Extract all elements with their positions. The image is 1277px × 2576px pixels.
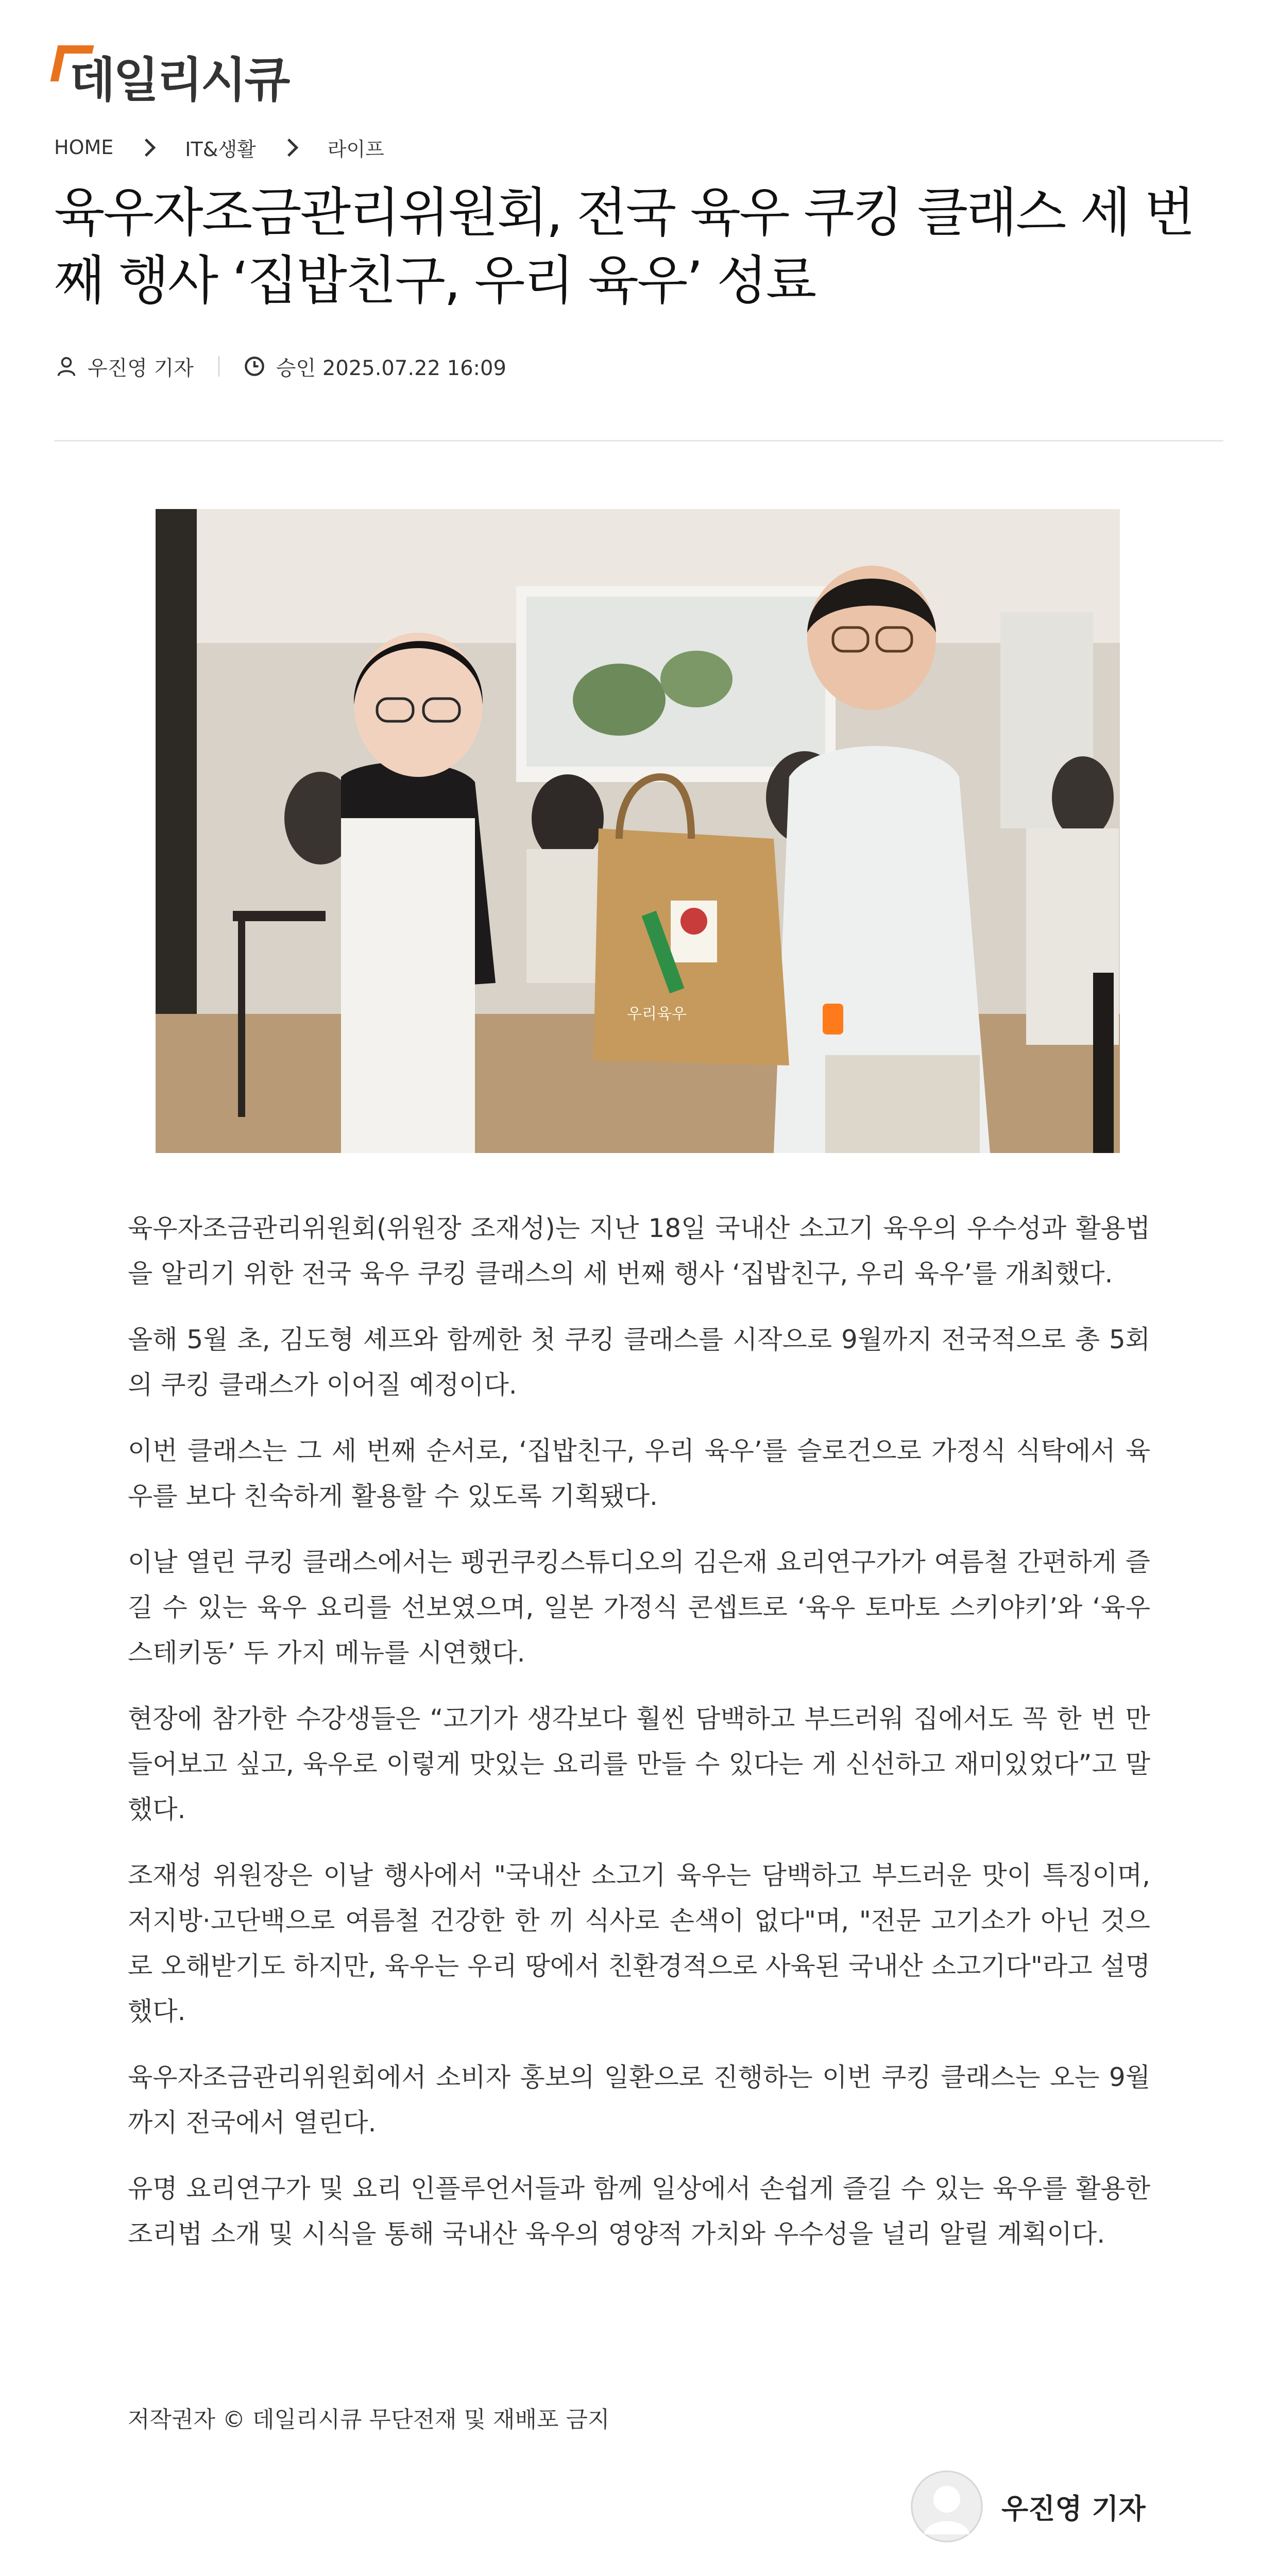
breadcrumb-home[interactable]: HOME — [54, 136, 114, 159]
chevron-right-icon — [138, 138, 156, 156]
article-title: 육우자조금관리위원회, 전국 육우 쿠킹 클래스 세 번째 행사 ‘집밥친구, 우리 육우’ 성료 — [54, 182, 1194, 312]
avatar-placeholder-icon — [911, 2470, 983, 2543]
article-paragraph: 유명 요리연구가 및 요리 인플루언서들과 함께 일상에서 손쉽게 즐길 수 있는 육우를 활용한 조리법 소개 및 시식을 통해 국내산 육우의 영양적 가치와 우수성을 널리 알릴 계획이다. — [128, 2174, 1150, 2249]
article-paragraph: 올해 5월 초, 김도형 셰프와 함께한 첫 쿠킹 클래스를 시작으로 9월까지 전국적으로 총 5회의 쿠킹 클래스가 이어질 예정이다. — [128, 1325, 1150, 1400]
reporter-name[interactable]: 우진영 기자 — [88, 356, 194, 380]
header-divider — [54, 440, 1223, 442]
breadcrumb-section[interactable]: IT&생활 — [185, 138, 256, 161]
chevron-right-icon — [280, 138, 298, 156]
bag-label: 우리육우 — [627, 1005, 687, 1023]
breadcrumb-subsection[interactable]: 라이프 — [327, 138, 384, 161]
user-icon — [57, 356, 76, 377]
article-paragraph: 현장에 참가한 수강생들은 “고기가 생각보다 훨씬 담백하고 부드러워 집에서도 꼭 한 번 만들어보고 싶고, 육우로 이렇게 맛있는 요리를 만들 수 있다는 게 신선하고 재미있었다”고 말했다. — [128, 1704, 1150, 1824]
article-paragraph: 이번 클래스는 그 세 번째 순서로, ‘집밥친구, 우리 육우’를 슬로건으로 가정식 식탁에서 육우를 보다 친숙하게 활용할 수 있도록 기획됐다. — [128, 1436, 1150, 1511]
site-logo[interactable] — [54, 45, 288, 112]
article-paragraph: 이날 열린 쿠킹 클래스에서는 펭귄쿠킹스튜디오의 김은재 요리연구가가 여름철 간편하게 즐길 수 있는 육우 요리를 선보였으며, 일본 가정식 콘셉트로 ‘육우 토마토 스키야키’와 ‘육우 스테키동’ 두 가지 메뉴를 시연했다. — [128, 1547, 1150, 1668]
copyright-notice: 저작권자 © 데일리시큐 무단전재 및 재배포 금지 — [128, 2406, 610, 2433]
breadcrumb — [54, 132, 384, 163]
byline-divider — [218, 356, 219, 377]
article-photo[interactable] — [156, 509, 1120, 1153]
article-paragraph: 조재성 위원장은 이날 행사에서 "국내산 소고기 육우는 담백하고 부드러운 맛이 특징이며, 저지방·고단백으로 여름철 건강한 한 끼 식사로 손색이 없다"며, "전문 고기소가 아닌 것으로 오해받기도 하지만, 육우는 우리 땅에서 친환경적으로 사육된 국내산 소고기다"라고 설명했다. — [128, 1860, 1150, 2026]
author-name[interactable]: 우진영 기자 — [1001, 2492, 1146, 2525]
article-paragraph: 육우자조금관리위원회(위원장 조재성)는 지난 18일 국내산 소고기 육우의 우수성과 활용법을 알리기 위한 전국 육우 쿠킹 클래스의 세 번째 행사 ‘집밥친구, 우리 육우’를 개최했다. — [128, 1213, 1150, 1289]
byline — [57, 348, 506, 384]
logo-text: 데일리시큐 — [70, 53, 288, 108]
article-body — [128, 1206, 1150, 2277]
clock-icon — [244, 356, 265, 377]
avatar[interactable] — [911, 2470, 983, 2543]
article-paragraph: 육우자조금관리위원회에서 소비자 홍보의 일환으로 진행하는 이번 쿠킹 클래스는 오는 9월까지 전국에서 열린다. — [128, 2062, 1150, 2138]
approved-datetime: 승인 2025.07.22 16:09 — [276, 356, 506, 380]
author-box[interactable] — [911, 2468, 1146, 2545]
